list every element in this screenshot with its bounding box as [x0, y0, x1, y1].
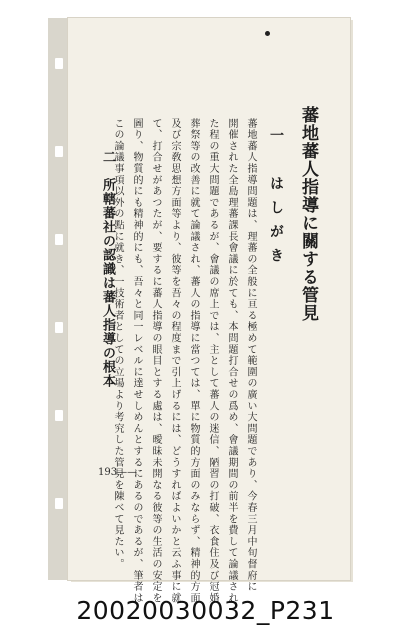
- article-title: 蕃地蕃人指導に關する管見: [298, 106, 318, 322]
- binding-hole: [55, 146, 63, 157]
- image-caption: 20020030032_P231: [76, 596, 335, 625]
- body-line: 圖り、物質的にも精神的にも、吾々と同一レベルに達せしめんとするにあるのであるが、筆者は: [131, 118, 142, 604]
- body-line: 開催された全島理蕃課長會議に於ても、本問題打合せの爲め、會議期間の前半を費して論議され: [226, 118, 237, 604]
- body-line: この論議事項以外の點に就き、一技術者としての立場より考究した管見を陳べて見たい。: [112, 118, 123, 570]
- body-line: 葬祭等の改善に就て論議され、蕃人の指導に當つては、單に物質的方面のみならず、精神的方面: [188, 118, 199, 604]
- binding-hole: [55, 498, 63, 509]
- binding-hole: [55, 234, 63, 245]
- binding-hole: [55, 58, 63, 69]
- binding-hole: [55, 322, 63, 333]
- page-number: 193——: [98, 467, 138, 478]
- body-line: た程の重大問題であるが、會議の席上では、主として蕃人の迷信、陋習の打破、衣食住及び冠婚: [207, 118, 218, 604]
- body-line: 及び宗敎思想方面等より、彼等を吾々の程度まで引上げるには、どうすればよいかと云ふ事に就: [169, 118, 180, 604]
- ink-dot: [265, 31, 270, 36]
- body-line: て、打合せがあつたが、要するに蕃人指導の眼目とする處は、曖昧未開なる彼等の生活の安定を: [150, 118, 161, 604]
- binding-hole: [55, 410, 63, 421]
- section-heading-governance: 二 所轄蕃社の認識は蕃人指導の根本: [100, 150, 115, 388]
- binding-strip: [48, 18, 70, 580]
- body-line: 蕃地蕃人指導問題は、理蕃の全般に亘る極めて範圍の廣い大問題であり、今春三月中旬督府に: [245, 118, 256, 593]
- section-heading-introduction: 一 はしがき: [268, 128, 284, 272]
